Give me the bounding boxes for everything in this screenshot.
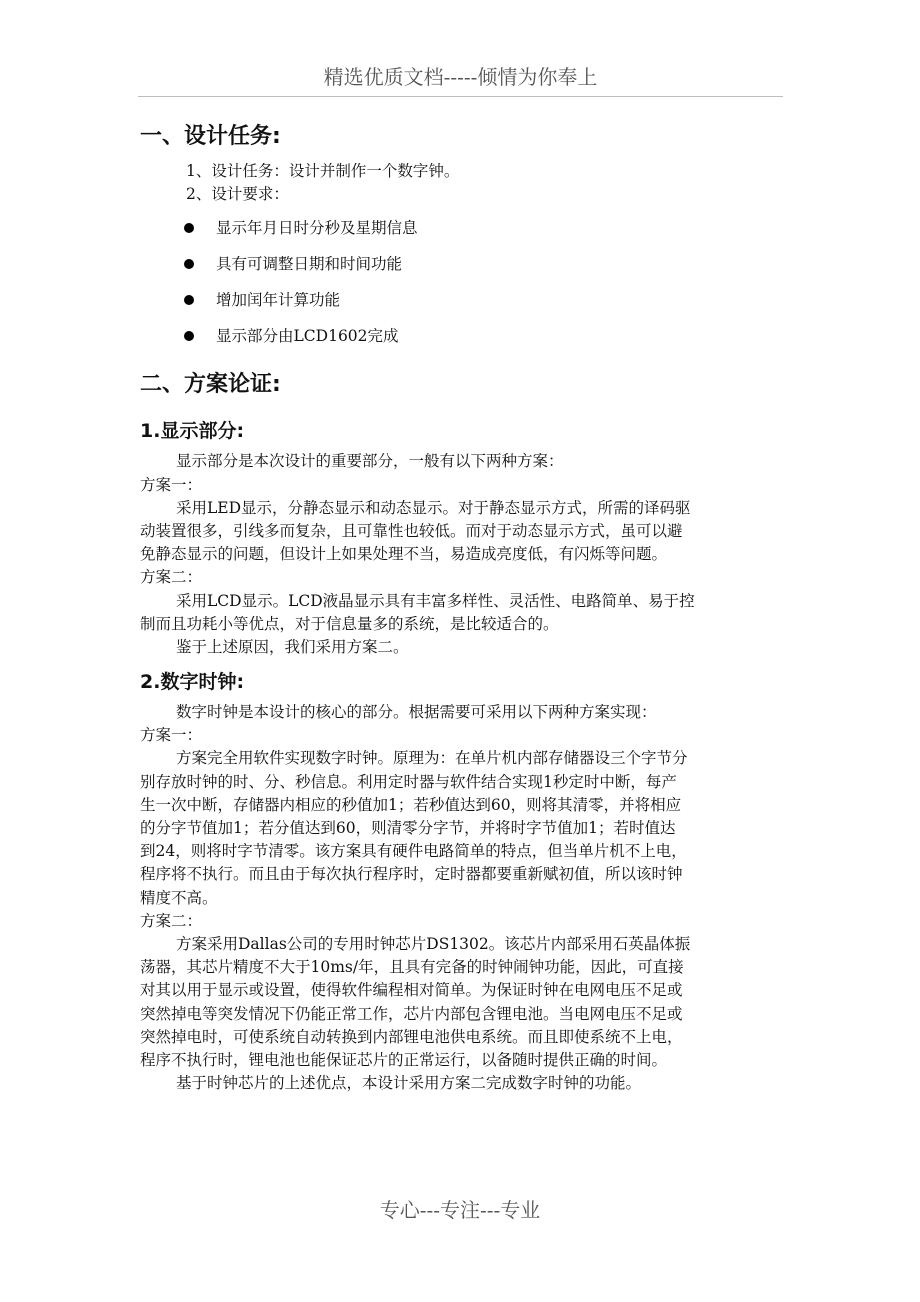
paragraph-line: 突然掉电时，可使系统自动转换到内部锂电池供电系统。而且即使系统不上电， — [140, 1027, 683, 1046]
paragraph-line: 方案完全用软件实现数字时钟。原理为：在单片机内部存储器设三个字节分 — [176, 749, 688, 768]
paragraph-line: 免静态显示的问题，但设计上如果处理不当，易造成亮度低，有闪烁等问题。 — [140, 545, 668, 564]
bullet-icon — [184, 223, 194, 233]
list-item — [140, 246, 800, 282]
section-heading-scheme: 二、方案论证: — [140, 372, 281, 398]
bullet-icon — [184, 295, 194, 305]
paragraph-line: 显示部分是本次设计的重要部分，一般有以下两种方案： — [176, 452, 564, 471]
paragraph-line: 采用LED显示，分静态显示和动态显示。对于静态显示方式，所需的译码驱 — [176, 498, 691, 517]
list-item — [140, 210, 800, 246]
list-item-text: 显示年月日时分秒及星期信息 — [216, 219, 418, 238]
plan-label: 方案二： — [140, 911, 203, 930]
subsection-heading-digital-clock: 2.数字时钟: — [140, 671, 245, 694]
list-item-text: 增加闰年计算功能 — [216, 291, 341, 310]
paragraph-line: 制而且功耗小等优点，对于信息量多的系统，是比较适合的。 — [140, 614, 559, 633]
paragraph-line: 到24，则将时字节清零。该方案具有硬件电路简单的特点，但当单片机不上电， — [140, 842, 687, 861]
plan-label: 方案一： — [140, 475, 203, 494]
plan-label: 方案二： — [140, 568, 203, 587]
requirements-list — [140, 210, 800, 354]
paragraph-line: 基于时钟芯片的上述优点，本设计采用方案二完成数字时钟的功能。 — [176, 1074, 642, 1093]
paragraph-line: 精度不高。 — [140, 888, 218, 907]
paragraph-line: 程序将不执行。而且由于每次执行程序时，定时器都要重新赋初值，所以该时钟 — [140, 865, 683, 884]
list-item — [140, 282, 800, 318]
page-footer: 专心---专注---专业 — [379, 1198, 541, 1222]
paragraph-line: 突然掉电等突发情况下仍能正常工作，芯片内部包含锂电池。当电网电压不足或 — [140, 1004, 683, 1023]
bullet-icon — [184, 331, 194, 341]
paragraph-line: 程序不执行时，锂电池也能保证芯片的正常运行，以备随时提供正确的时间。 — [140, 1050, 668, 1069]
paragraph-line: 的分字节值加1；若分值达到60，则清零分字节，并将时字节值加1；若时值达 — [140, 819, 676, 837]
plan-label: 方案一： — [140, 726, 203, 745]
list-item — [140, 318, 800, 354]
paragraph-line: 生一次中断，存储器内相应的秒值加1；若秒值达到60，则将其清零，并将相应 — [140, 795, 682, 814]
bullet-icon — [184, 259, 194, 269]
paragraph-line: 别存放时钟的时、分、秒信息。利用定时器与软件结合实现1秒定时中断，每产 — [140, 772, 677, 791]
design-requirements-label: 2、设计要求： — [186, 185, 289, 204]
design-task-line: 1、设计任务：设计并制作一个数字钟。 — [186, 162, 460, 180]
paragraph-line: 鉴于上述原因，我们采用方案二。 — [176, 637, 409, 656]
subsection-heading-display: 1.显示部分: — [140, 420, 245, 443]
paragraph-line: 数字时钟是本设计的核心的部分。根据需要可采用以下两种方案实现： — [176, 703, 657, 722]
list-item-text: 显示部分由LCD1602完成 — [216, 327, 399, 346]
list-item-text: 具有可调整日期和时间功能 — [216, 255, 403, 274]
page-header: 精选优质文档-----倾情为你奉上 — [138, 62, 783, 97]
section-heading-design-task: 一、设计任务: — [140, 124, 281, 149]
document-body — [140, 122, 800, 1095]
paragraph-line: 方案采用Dallas公司的专用时钟芯片DS1302。该芯片内部采用石英晶体振 — [176, 934, 691, 953]
paragraph-line: 动装置很多，引线多而复杂，且可靠性也较低。而对于动态显示方式，虽可以避 — [140, 521, 683, 540]
paragraph-line: 荡器，其芯片精度不大于10ms/年，且具有完备的时钟闹钟功能，因此，可直接 — [140, 958, 684, 977]
paragraph-line: 采用LCD显示。LCD液晶显示具有丰富多样性、灵活性、电路简单、易于控 — [176, 591, 695, 610]
paragraph-line: 对其以用于显示或设置，使得软件编程相对简单。为保证时钟在电网电压不足或 — [140, 981, 683, 1000]
